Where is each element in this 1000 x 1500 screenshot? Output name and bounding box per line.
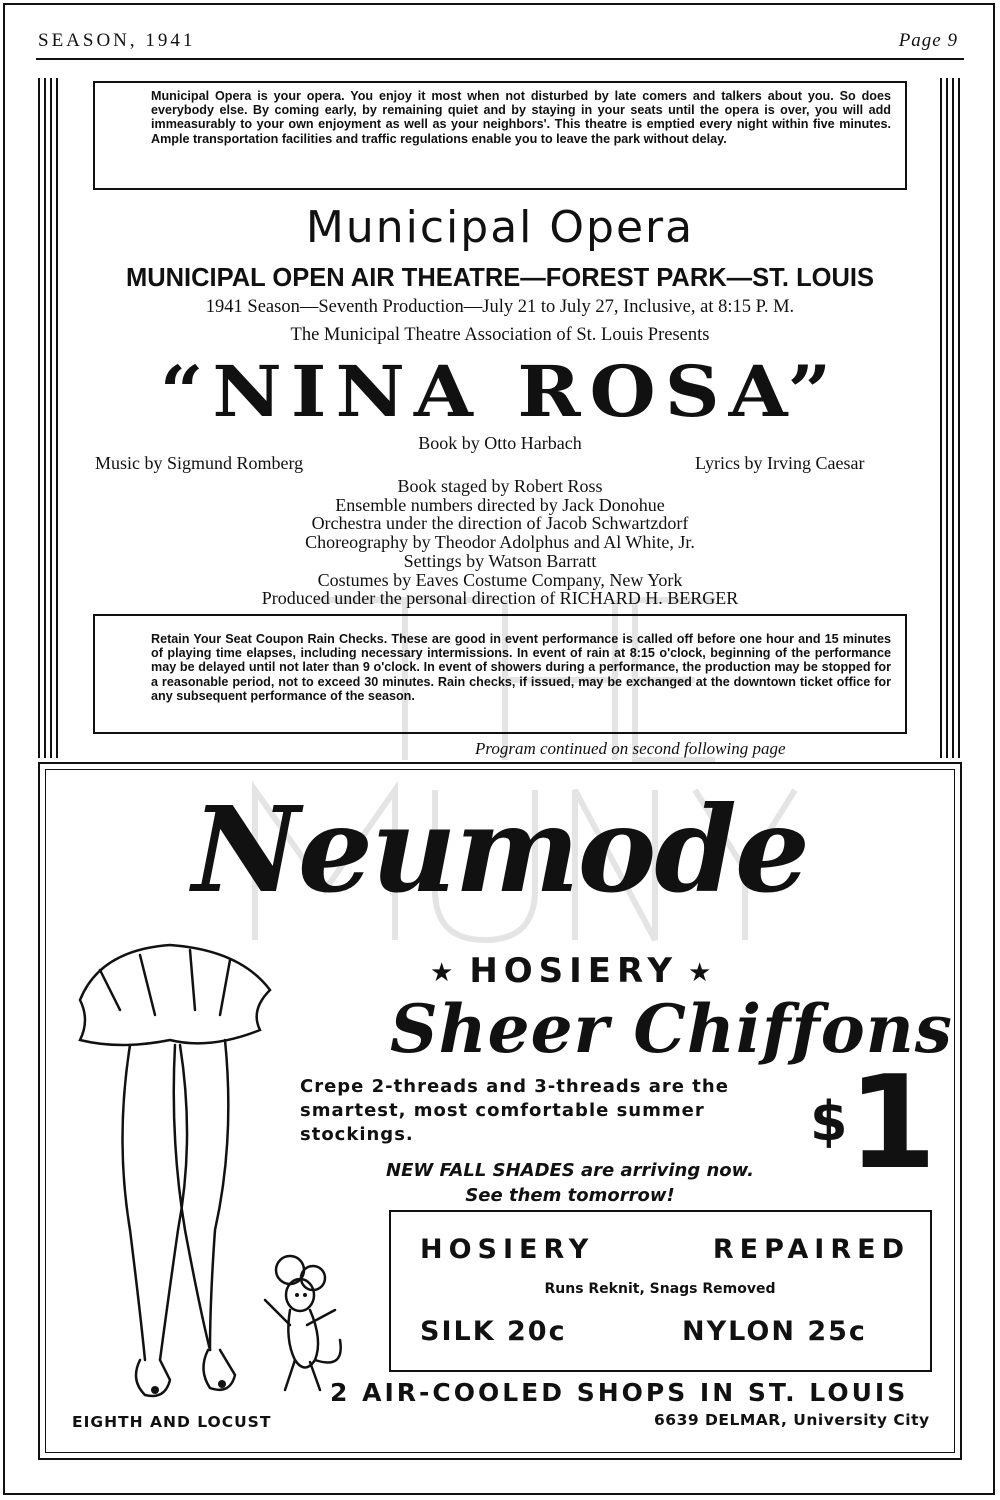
fall-line-2: See them tomorrow! <box>465 1185 675 1206</box>
page-number: Page 9 <box>898 30 958 51</box>
star-icon: ★ <box>430 957 460 988</box>
credit-line: Ensemble numbers directed by Jack Donohue <box>335 494 665 515</box>
continued-note: Program continued on second following page <box>475 739 786 758</box>
credit-line: Settings by Watson Barratt <box>403 550 597 571</box>
season-line: 1941 Season—Seventh Production—July 21 to July 27, Inclusive, at 8:15 P. M. <box>205 297 795 317</box>
presents-line: The Municipal Theatre Association of St. Louis Presents <box>290 325 710 345</box>
price-dollar: $ <box>810 1090 848 1153</box>
hosiery-heading <box>420 951 727 991</box>
nylon-price: NYLON 25c <box>682 1316 867 1347</box>
audience-notice-text: Municipal Opera is your opera. You enjoy it most when not disturbed by late comers and talkers about you. So does everybody else. By coming early, by remaining quiet and by staying in your seats until the opera is over, you will add immeasurably to your own enjoyment as well as your neighbors'. This theatre is emptied every night within five minutes. Ample transportation facilities and traffic regulations enable you to leave the park without delay. <box>151 89 891 146</box>
location-delmar: 6639 DELMAR, University City <box>654 1411 930 1429</box>
show-title: “NINA ROSA” <box>159 350 841 433</box>
neumode-brand: Neumode <box>192 780 808 919</box>
fall-shades-note <box>300 1158 840 1208</box>
shops-line: 2 AIR-COOLED SHOPS IN ST. LOUIS <box>330 1378 909 1407</box>
credit-line: Choreography by Theodor Adolphus and Al White, Jr. <box>305 532 695 553</box>
fall-line-1: NEW FALL SHADES are arriving now. <box>386 1160 754 1181</box>
theatre-line: MUNICIPAL OPEN AIR THEATRE—FOREST PARK—ST. LOUIS <box>125 264 875 292</box>
credit-line: Costumes by Eaves Costume Company, New York <box>317 569 683 590</box>
repair-subtitle: Runs Reknit, Snags Removed <box>544 1281 776 1297</box>
credit-line: Produced under the personal direction of RICHARD H. BERGER <box>261 588 739 609</box>
price-value: 1 <box>847 1049 937 1198</box>
audience-notice-box <box>93 81 907 190</box>
repair-title: HOSIERY REPAIRED <box>420 1234 910 1265</box>
header-rule <box>36 58 964 60</box>
sheer-chiffons-title: Sheer Chiffons <box>390 990 953 1068</box>
credit-line: Orchestra under the direction of Jacob Schwartzdorf <box>311 513 689 534</box>
star-icon: ★ <box>687 957 718 988</box>
lyrics-credit: Lyrics by Irving Caesar <box>695 453 865 473</box>
rain-check-notice-text: Retain Your Seat Coupon Rain Checks. These are good in event performance is called off before one hour and 15 minutes of playing time elapses, including necessary intermissions. In event of rain at 8:15 o'clock, beginning of the performance may be delayed until not later than 9 o'clock. In event of showers during a performance, the production may be stopped for a reasonable period, not to exceed 30 minutes. Rain checks, if issued, may be exchanged at the downtown ticket office for any subsequent performance of the season. <box>151 632 891 703</box>
hosiery-label: HOSIERY <box>469 951 678 991</box>
credit-line: Book staged by Robert Ross <box>397 476 603 496</box>
mouse-illustration <box>245 1240 355 1400</box>
location-eighth-locust: EIGHTH AND LOCUST <box>72 1413 272 1431</box>
season-header: SEASON, 1941 <box>38 30 196 51</box>
music-credit: Music by Sigmund Romberg <box>95 453 304 473</box>
silk-price: SILK 20c <box>420 1316 567 1347</box>
book-credit: Book by Otto Harbach <box>418 433 582 453</box>
opera-title: Municipal Opera <box>305 202 695 253</box>
ad-description: Crepe 2-threads and 3-threads are the smartest, most comfortable summer stockings. <box>300 1076 729 1145</box>
